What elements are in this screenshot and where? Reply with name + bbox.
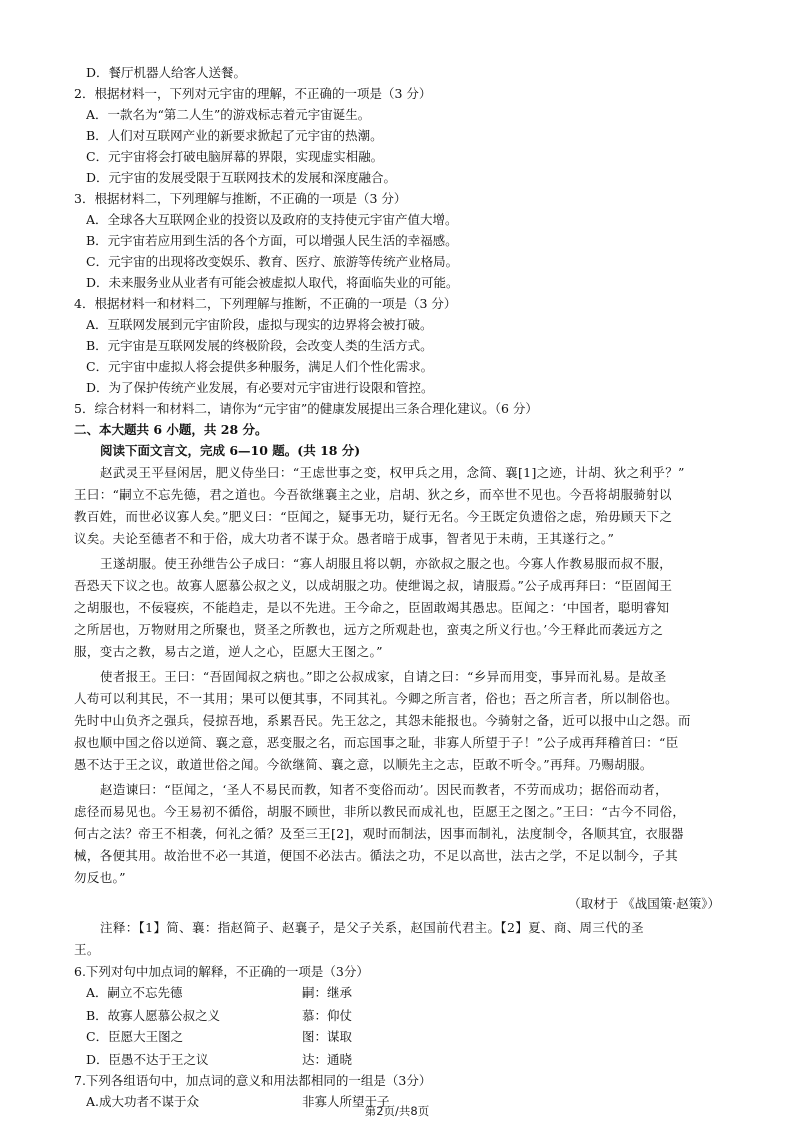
text-line: 王遂胡服。使王孙绁告公子成曰：“寡人胡服且将以朝，亦欲叔之服之也。今寡人作教易服而叔不服， [100, 556, 673, 571]
text-line: C．元宇宙的出现将改变娱乐、教育、医疗、旅游等传统产业格局。 [86, 254, 459, 269]
text-line: A．一款名为“第二人生”的游戏标志着元宇宙诞生。 [86, 107, 371, 122]
text-line: 王曰：“嗣立不忘先德，君之道也。今吾欲继襄主之业，启胡、狄之乡，而卒世不见也。今吾将胡服骑射以 [74, 487, 672, 502]
annotation-line-2: 王。 [74, 942, 100, 957]
q6-option-a-gloss: 嗣：继承 [302, 985, 353, 1000]
q6-option-a: A．嗣立不忘先德 [86, 985, 183, 1000]
question-6-stem: 6.下列对句中加点词的解释，不正确的一项是（3分） [74, 964, 369, 979]
q7-option-a-right: 非寡人所望于子 [302, 1094, 390, 1109]
text-line: C．元宇宙将会打破电脑屏幕的界限，实现虚实相融。 [86, 149, 384, 164]
text-line: B．元宇宙是互联网发展的终极阶段，会改变人类的生活方式。 [86, 338, 433, 353]
text-line: 议矣。夫论至德者不和于俗，成大功者不谋于众。愚者暗于成事，智者见于未萌，王其遂行之。” [74, 531, 615, 546]
question-7-stem: 7.下列各组语句中，加点词的意义和用法都相同的一组是（3分） [74, 1073, 432, 1088]
text-line: 5．综合材料一和材料二，请你为“元宇宙”的健康发展提出三条合理化建议。（6 分） [74, 401, 538, 416]
q6-option-d-gloss: 达：通晓 [302, 1052, 353, 1067]
text-line: B．人们对互联网产业的新要求掀起了元宇宙的热潮。 [86, 128, 383, 143]
text-line: D．未来服务业从业者有可能会被虚拟人取代，将面临失业的可能。 [86, 275, 459, 290]
source-citation: （取材于 《战国策·赵策》） [568, 896, 720, 911]
text-line: 吾恐天下议之也。故寡人愿慕公叔之义，以成胡服之功。使绁谒之叔，请服焉。”公子成再拜曰：“臣固闻王 [74, 578, 673, 593]
text-line: 虑径而易见也。今王易初不循俗，胡服不顾世，非所以教民而成礼也，臣愿王之图之。”王曰：“古今不同俗， [74, 804, 686, 819]
text-line: 人苟可以利其民，不一其用；果可以便其事，不同其礼。今卿之所言者，俗也；吾之所言者，所以制俗也。 [74, 691, 678, 706]
text-line: A．全球各大互联网企业的投资以及政府的支持使元宇宙产值大增。 [86, 212, 458, 227]
text-line: 二、本大题共 6 小题，共 28 分。 [74, 422, 268, 437]
text-line: A．互联网发展到元宇宙阶段，虚拟与现实的边界将会被打破。 [86, 317, 433, 332]
text-line: 械，各便其用。故治世不必一其道，便国不必法古。循法之功，不足以高世，法古之学，不足以制今，子其 [74, 848, 678, 863]
text-line: 3．根据材料二，下列理解与推断，不正确的一项是（3 分） [74, 191, 407, 206]
text-line: 叔也顺中国之俗以逆简、襄之意，恶变服之名，而忘国事之耻，非寡人所望于子！”公子成再拜稽首曰：“臣 [74, 735, 679, 750]
text-line: D．元宇宙的发展受限于互联网技术的发展和深度融合。 [86, 170, 397, 185]
page-number-footer: 第2页/共8页 [364, 1104, 430, 1118]
text-line: 愚不达于王之议，敢道世俗之闻。今欲继简、襄之意，以顺先主之志，臣敢不听令。”再拜。乃赐胡服。 [74, 757, 653, 772]
text-line: B．元宇宙若应用到生活的各个方面，可以增强人民生活的幸福感。 [86, 233, 458, 248]
text-line: 4．根据材料一和材料二，下列理解与推断，不正确的一项是（3 分） [74, 296, 457, 311]
text-line: 何古之法？帝王不相袭，何礼之循？及至三王[2]，观时而制法，因事而制礼，法度制令，各顺其宜，衣服器 [74, 826, 684, 841]
text-line: 赵武灵王平昼闲居，肥义侍坐曰：“王虑世事之变，权甲兵之用，念简、襄[1]之迹，计胡、狄之利乎？” [100, 465, 685, 480]
text-line: 阅读下面文言文，完成 6—10 题。(共 18 分) [100, 443, 361, 458]
text-line: C．元宇宙中虚拟人将会提供多种服务，满足人们个性化需求。 [86, 359, 434, 374]
q6-option-d: D．臣愚不达于王之议 [86, 1052, 209, 1067]
text-line: 使者报王。王曰：“吾固闻叔之病也。”即之公叔成家，自请之曰：“乡异而用变，事异而礼易。是故圣 [100, 669, 667, 684]
text-line: D．为了保护传统产业发展，有必要对元宇宙进行设限和管控。 [86, 380, 434, 395]
text-line: 服，变古之教，易古之道，逆人之心，臣愿大王图之。” [74, 644, 383, 659]
text-line: 赵造谏曰：“臣闻之，‘圣人不易民而教，知者不变俗而动’。因民而教者，不劳而成功；据俗而动者， [100, 782, 668, 797]
text-line: 先时中山负齐之强兵，侵掠吾地，系累吾民。先王忿之，其怨未能报也。今骑射之备，近可以报中山之怨。而 [74, 713, 691, 728]
annotation-line-1: 注释：【1】简、襄：指赵简子、赵襄子，是父子关系，赵国前代君主。【2】夏、商、周三代的圣 [100, 920, 644, 935]
text-line: 之胡服也，不佞寝疾，不能趋走，是以不先进。王今命之，臣固敢竭其愚忠。臣闻之：‘中国者，聪明睿知 [74, 600, 670, 615]
q6-option-b: B．故寡人愿慕公叔之义 [86, 1008, 221, 1023]
text-line: 2．根据材料一，下列对元宇宙的理解，不正确的一项是（3 分） [74, 86, 432, 101]
q7-option-a: A.成大功者不谋于众 [86, 1094, 200, 1109]
text-line: 之所居也，万物财用之所聚也，贤圣之所教也，远方之所观赴也，蛮夷之所义行也。’今王释此而袭远方之 [74, 622, 664, 637]
q6-option-c: C．臣愿大王图之 [86, 1029, 184, 1044]
text-line: D．餐厅机器人给客人送餐。 [86, 65, 247, 80]
q6-option-c-gloss: 图：谋取 [302, 1029, 353, 1044]
q6-option-b-gloss: 慕：仰仗 [302, 1008, 353, 1023]
text-line: 勿反也。” [74, 870, 126, 885]
text-line: 教百姓，而世必议寡人矣。”肥义曰：“臣闻之，疑事无功，疑行无名。今王既定负遗俗之虑，殆毋顾天下之 [74, 509, 673, 524]
